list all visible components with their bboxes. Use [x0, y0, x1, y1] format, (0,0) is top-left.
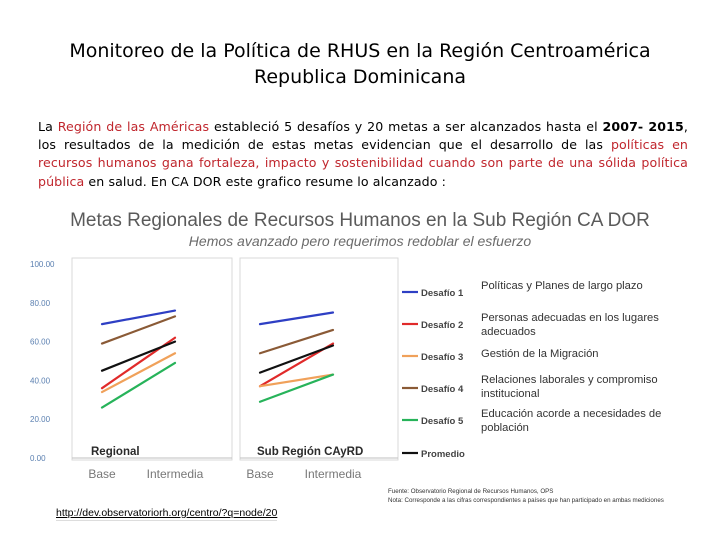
y-tick-label: 40.00: [30, 376, 51, 386]
note-line: Nota: Corresponde a las cifras correspondientes a países que han participado en ambas mediciones: [388, 496, 664, 504]
y-tick-label: 60.00: [30, 337, 51, 347]
legend-label: Desafío 1: [421, 288, 464, 299]
legend-description: Personas adecuadas en los lugares adecuados: [481, 312, 659, 338]
intro-text-4: en salud. En CA DOR este grafico resume lo alcanzado :: [84, 173, 447, 189]
panel-frame: [240, 258, 398, 460]
intro-highlight-region: Región de las Américas: [57, 119, 210, 134]
series-line: [102, 311, 175, 325]
legend-description: Gestión de la Migración: [481, 348, 599, 360]
y-tick-label: 0.00: [30, 454, 46, 463]
series-line: [102, 342, 175, 371]
x-category-label: Intermedia: [146, 467, 204, 481]
legend-description: Políticas y Planes de largo plazo: [481, 280, 643, 292]
legend-description: Educación acorde a necesidades de población: [481, 408, 662, 434]
legend-label: Desafío 2: [421, 320, 464, 331]
intro-text-1: La: [38, 119, 58, 134]
chart-subtitle: Hemos avanzado pero requerimos redoblar el esfuerzo: [188, 233, 532, 249]
x-category-label: Base: [246, 467, 274, 481]
source-note: [388, 488, 688, 505]
series-line: [260, 313, 333, 325]
source-link[interactable]: http://dev.observatoriorh.org/centro/?q=node/20: [56, 507, 278, 519]
y-tick-label: 20.00: [30, 415, 51, 425]
title-line-2: Republica Dominicana: [253, 66, 467, 88]
y-tick-label: 80.00: [30, 298, 51, 308]
legend-label: Desafío 3: [421, 352, 464, 363]
intro-highlight-policy: políticas en recursos humanos gana fortaleza, impacto y sostenibilidad cuando son parte de una sólida política pública: [38, 137, 688, 189]
chart-title: Metas Regionales de Recursos Humanos en la Sub Región CA DOR: [70, 210, 650, 231]
intro-text-2: estableció 5 desafíos y 20 metas a ser alcanzados hasta el: [209, 119, 603, 134]
legend-label: Promedio: [421, 449, 465, 460]
legend-label: Desafío 5: [421, 416, 464, 427]
intro-highlight-period: 2007- 2015: [602, 119, 684, 134]
intro-text-3: , los resultados de la medición de estas metas evidencian que el desarrollo de las: [38, 119, 688, 153]
x-category-label: Base: [88, 467, 116, 481]
source-line: Fuente: Observatorio Regional de Recursos Humanos, OPS: [388, 488, 554, 495]
panel-label: Regional: [91, 446, 140, 458]
series-line: [102, 316, 175, 343]
y-tick-label: 100.00: [30, 260, 55, 269]
x-category-label: Intermedia: [304, 467, 362, 481]
title-line-1: Monitoreo de la Política de RHUS en la Región Centroamérica: [69, 40, 651, 62]
panel-frame: [72, 258, 232, 460]
panel-label: Sub Región CAyRD: [257, 446, 364, 458]
legend-label: Desafío 4: [421, 384, 464, 395]
legend-description: Relaciones laborales y compromiso institucional: [481, 374, 658, 400]
